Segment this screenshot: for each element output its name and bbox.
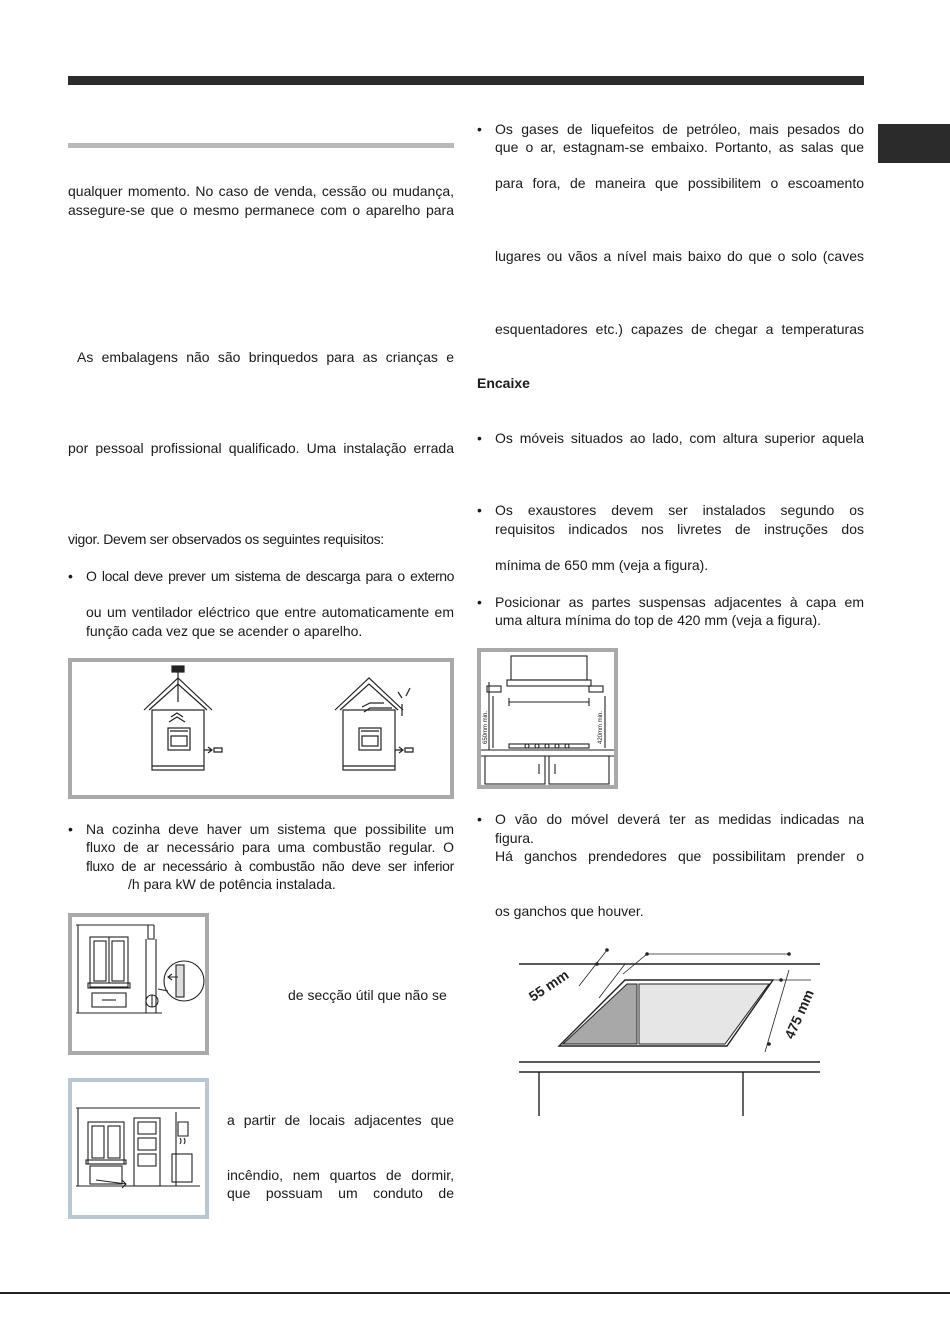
hood-clearance-figure — [477, 648, 618, 789]
right-bullet3-line2: requisitos indicados nos livretes de instruções dos — [495, 521, 864, 537]
left-bullet1-line2: ou um ventilador eléctrico que entre automaticamente em — [86, 604, 454, 620]
right-bullet5-line4: os ganchos que houver. — [495, 903, 644, 919]
adjacent-room-figure — [68, 1078, 209, 1219]
encaixe-heading: Encaixe — [477, 375, 530, 391]
right-bullet5-line2: figura. — [495, 830, 534, 846]
right-bullet3-line1: Os exaustores devem ser instalados segundo os — [495, 502, 864, 518]
right-bullet2-mark: • — [477, 430, 482, 446]
left-p1-line1: qualquer momento. No caso de venda, cessão ou mudança, — [68, 183, 454, 199]
right-bullet4-line1: Posicionar as partes suspensas adjacentes à capa em — [495, 594, 864, 610]
left-bullet2-line2: fluxo de ar necessário para uma combustão regular. O — [86, 839, 454, 855]
left-bullet2-mark: • — [68, 821, 73, 837]
right-bullet4-line2: uma altura mínima do top de 420 mm (veja a figura). — [495, 612, 822, 628]
bottom-rule — [0, 1292, 950, 1294]
left-bullet2-line4: /h para kW de potência instalada. — [128, 876, 336, 892]
left-p2: As embalagens não são brinquedos para as crianças e — [77, 349, 454, 365]
left-bullet1-mark: • — [68, 568, 73, 584]
right-bullet1-line5: esquentadores etc.) capazes de chegar a temperaturas — [495, 321, 864, 337]
label-650mm: 650mm min. — [483, 710, 489, 744]
ventilation-figure — [68, 658, 454, 799]
fig3-text-line1: a partir de locais adjacentes que — [227, 1112, 454, 1128]
section-rule — [68, 143, 454, 148]
right-bullet1-mark: • — [477, 121, 482, 137]
dim-475mm: 475 mm — [781, 987, 817, 1042]
left-bullet1-line3: função cada vez que se acender o aparelho. — [86, 623, 363, 639]
right-bullet1-line3: para fora, de maneira que possibilitem o escoamento — [495, 175, 864, 191]
dim-55mm: 55 mm — [525, 966, 572, 1005]
right-bullet5-line1: O vão do móvel deverá ter as medidas indicadas na — [495, 811, 864, 827]
left-bullet2-line3: fluxo de ar necessário à combustão não deve ser inferior — [86, 858, 454, 874]
language-tab — [878, 124, 950, 163]
left-p1-line2: assegure-se que o mesmo permanece com o aparelho para — [68, 202, 454, 218]
wall-vent-figure — [68, 913, 209, 1055]
right-bullet3-mark: • — [477, 502, 482, 518]
right-bullet4-mark: • — [477, 594, 482, 610]
cutout-dimension-figure — [515, 940, 825, 1120]
right-bullet1-line2: que o ar, estagnam-se embaixo. Portanto, as salas que — [495, 139, 864, 155]
left-bullet1-line1: O local deve prever um sistema de descarga para o externo — [86, 568, 454, 584]
fig3-text-line3: que possuam um conduto de — [227, 1185, 454, 1201]
left-p4: vigor. Devem ser observados os seguintes requisitos: — [68, 531, 384, 547]
fig2-caption-text: de secção útil que não se — [288, 987, 447, 1003]
right-bullet3-line3: mínima de 650 mm (veja a figura). — [495, 557, 709, 573]
top-rule — [68, 76, 864, 85]
right-bullet5-line3: Há ganchos prendedores que possibilitam prender o — [495, 848, 864, 864]
right-bullet1-line1: Os gases de liquefeitos de petróleo, mais pesados do — [495, 121, 864, 137]
fig3-text-line2: incêndio, nem quartos de dormir, — [227, 1167, 454, 1183]
right-bullet5-mark: • — [477, 811, 482, 827]
label-420mm: 420mm min. — [598, 710, 604, 744]
left-p3: por pessoal profissional qualificado. Uma instalação errada — [68, 440, 454, 456]
left-bullet2-line1: Na cozinha deve haver um sistema que possibilite um — [86, 821, 454, 837]
right-bullet2-line1: Os móveis situados ao lado, com altura superior aquela — [495, 430, 864, 446]
right-bullet1-line4: lugares ou vãos a nível mais baixo do que o solo (caves — [495, 248, 864, 264]
